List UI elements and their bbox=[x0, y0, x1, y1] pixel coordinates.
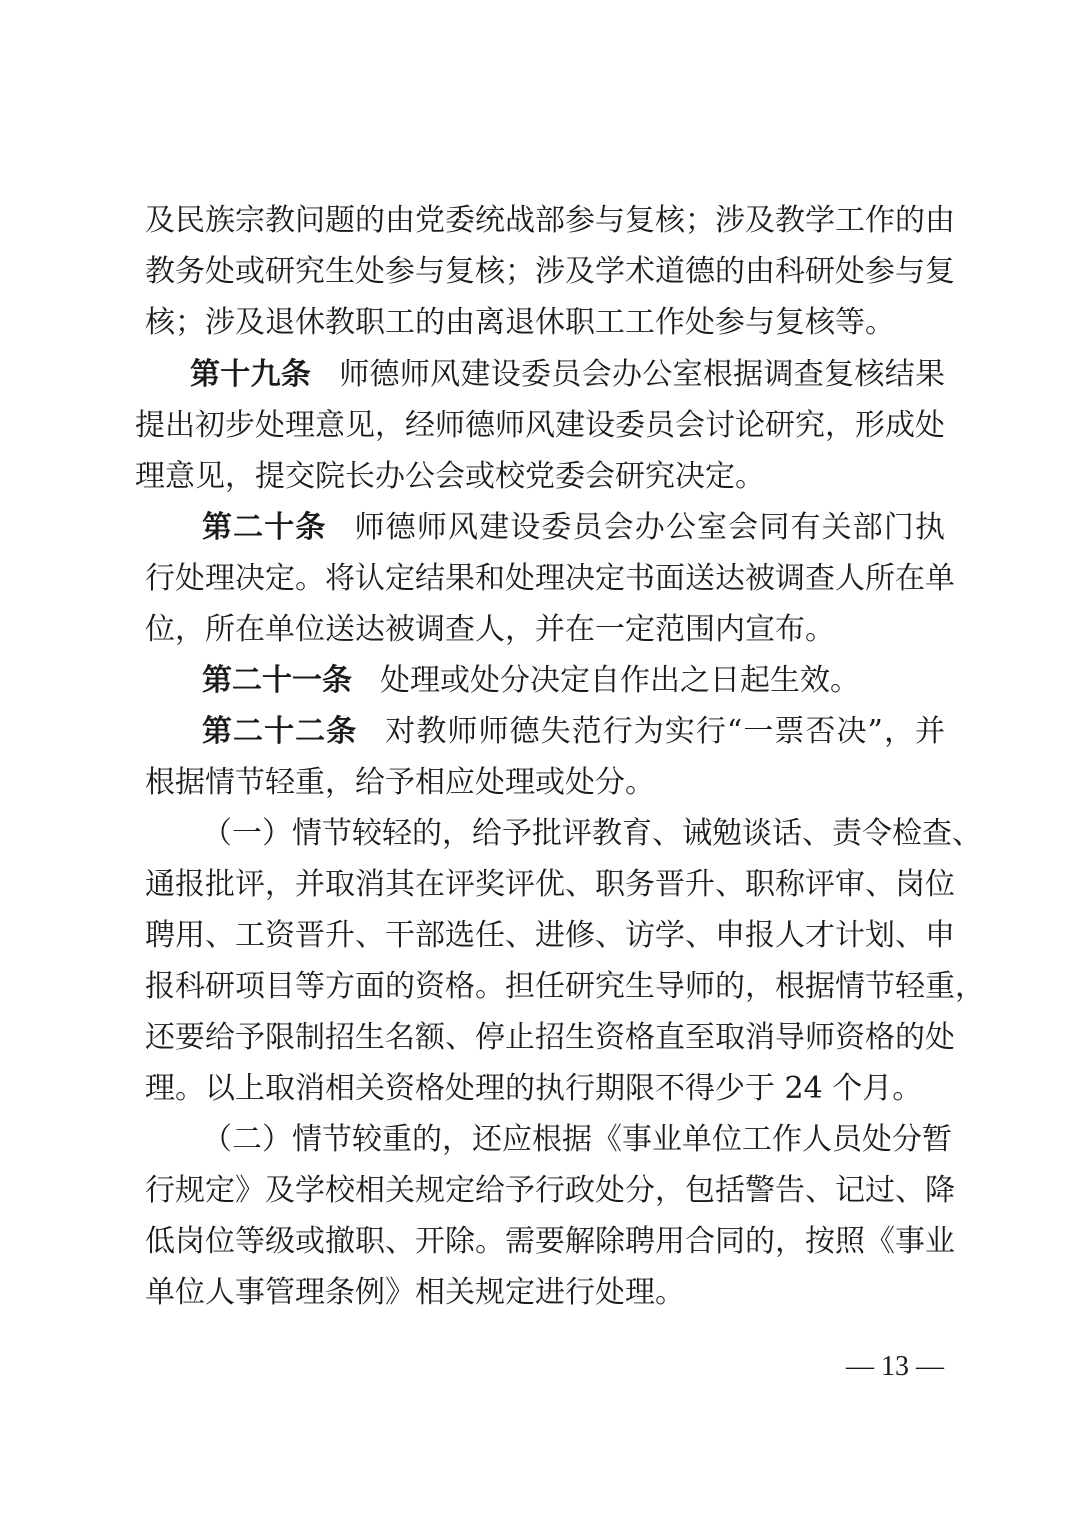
text-line: 行处理决定。将认定结果和处理决定书面送达被调查人所在单 bbox=[145, 561, 955, 596]
text-line: 核；涉及退休教职工的由离退休职工工作处参与复核等。 bbox=[145, 305, 895, 340]
article-21-heading: 第二十一条 bbox=[202, 663, 352, 698]
article-22-text: 对教师师德失范行为实行“一票否决”，并 bbox=[385, 714, 945, 749]
article-20-text: 师德师风建设委员会办公室会同有关部门执 bbox=[354, 510, 946, 545]
text-line: 还要给予限制招生名额、停止招生资格直至取消导师资格的处 bbox=[145, 1020, 955, 1055]
text-line: 教务处或研究生处参与复核；涉及学术道德的由科研处参与复 bbox=[145, 254, 955, 289]
text-line: 理意见，提交院长办公会或校党委会研究决定。 bbox=[135, 459, 765, 494]
article-22-line bbox=[202, 706, 945, 758]
article-21-line bbox=[202, 655, 945, 707]
article-20-line bbox=[202, 502, 945, 554]
text-line: 通报批评，并取消其在评奖评优、职务晋升、职称评审、岗位 bbox=[145, 867, 955, 902]
text-line: 位，所在单位送达被调查人，并在一定范围内宣布。 bbox=[145, 612, 835, 647]
article-21-text: 处理或处分决定自作出之日起生效。 bbox=[380, 663, 860, 698]
article-19-line bbox=[190, 349, 945, 401]
article-19-text: 师德师风建设委员会办公室根据调查复核结果 bbox=[339, 357, 946, 392]
text-line: 聘用、工资晋升、干部选任、进修、访学、申报人才计划、申 bbox=[145, 918, 955, 953]
article-20-heading: 第二十条 bbox=[202, 510, 327, 545]
article-19-heading: 第十九条 bbox=[190, 357, 312, 392]
text-line: 行规定》及学校相关规定给予行政处分，包括警告、记过、降 bbox=[145, 1173, 955, 1208]
text-line: 及民族宗教问题的由党委统战部参与复核；涉及教学工作的由 bbox=[145, 203, 955, 238]
page-number: — 13 — bbox=[846, 1351, 944, 1382]
text-line: 根据情节轻重，给予相应处理或处分。 bbox=[145, 765, 655, 800]
text-line: 提出初步处理意见，经师德师风建设委员会讨论研究，形成处 bbox=[135, 408, 945, 443]
text-line: 单位人事管理条例》相关规定进行处理。 bbox=[145, 1275, 685, 1310]
text-line: （二）情节较重的，还应根据《事业单位工作人员处分暂 bbox=[202, 1122, 952, 1157]
text-line: （一）情节较轻的，给予批评教育、诫勉谈话、责令检查、 bbox=[202, 816, 982, 851]
text-line: 报科研项目等方面的资格。担任研究生导师的，根据情节轻重， bbox=[145, 969, 985, 1004]
article-22-heading: 第二十二条 bbox=[202, 714, 358, 749]
text-line: 理。以上取消相关资格处理的执行期限不得少于 24 个月。 bbox=[145, 1071, 923, 1106]
text-line: 低岗位等级或撤职、开除。需要解除聘用合同的，按照《事业 bbox=[145, 1224, 955, 1259]
